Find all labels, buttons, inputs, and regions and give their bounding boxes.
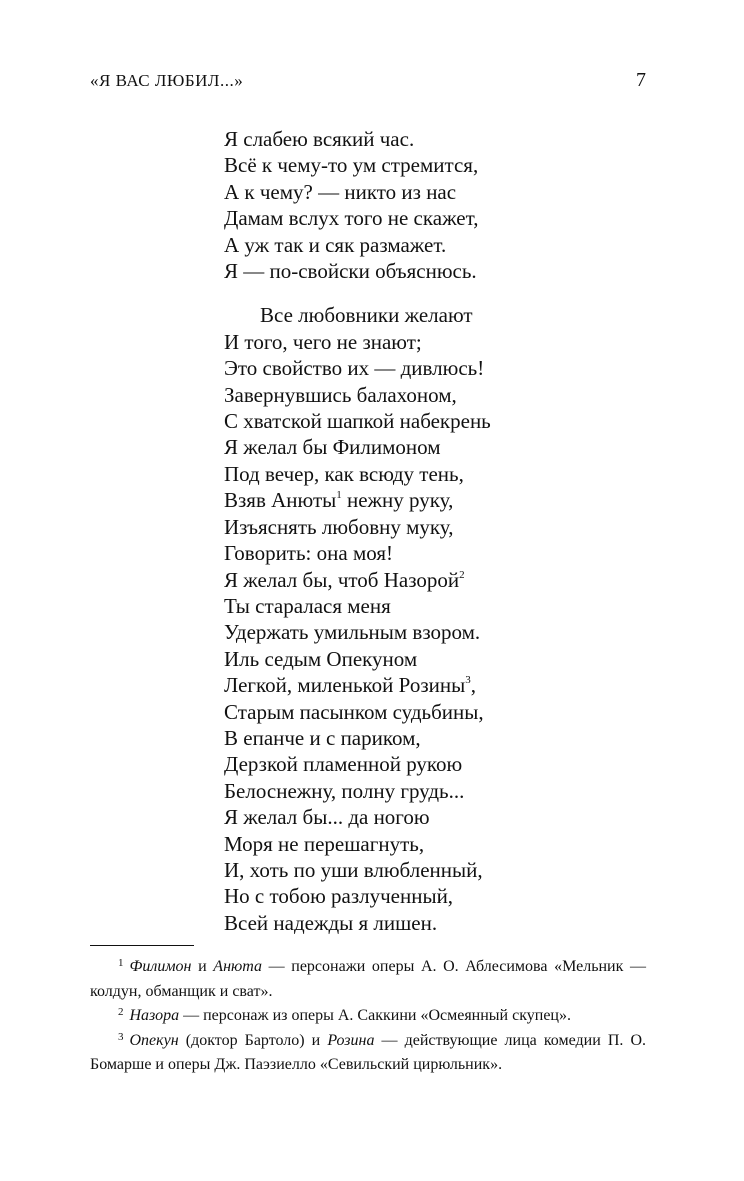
verse-text: , xyxy=(470,673,476,698)
verse-line: Дамам вслух того не скажет, xyxy=(224,206,479,231)
verse-line: Это свойство их — дивлюсь! xyxy=(224,356,485,381)
verse-line xyxy=(224,567,664,593)
footnote-ref-3: 3 xyxy=(465,674,471,687)
footnote-text: — персонажи оперы А. О. Аблесимова «Мельник — колдун, обманщик и сват». xyxy=(90,958,647,1000)
verse-line: Ты старалася меня xyxy=(224,593,391,618)
footnote-name: Опекун xyxy=(129,1031,179,1049)
verse-line xyxy=(224,672,664,698)
verse-line: А уж так и сяк размажет. xyxy=(224,232,447,257)
footnote-name: Назора xyxy=(129,1007,180,1024)
verse-line: Удержать умильным взором. xyxy=(224,620,481,645)
verse-line: И того, чего не знают; xyxy=(224,329,422,354)
verse-line: В епанче и с париком, xyxy=(224,725,421,750)
verse-line: Старым пасынком судьбины, xyxy=(224,699,484,724)
stanza-1 xyxy=(224,126,664,284)
verse-line: И, хоть по уши влюбленный, xyxy=(224,857,483,882)
footnote-2 xyxy=(90,1004,646,1029)
footnote-number: 3 xyxy=(118,1030,124,1043)
verse-line: Изъяснять любовну муку, xyxy=(224,514,454,539)
running-header: «Я ВАС ЛЮБИЛ...» xyxy=(90,71,244,90)
verse-line: Белоснежну, полну грудь... xyxy=(224,778,465,803)
verse-line: Дерзкой пламенной рукою xyxy=(224,752,463,777)
verse-line: Завернувшись балахоном, xyxy=(224,382,457,407)
footnote-text: (доктор Бартоло) и xyxy=(178,1031,328,1049)
footnotes xyxy=(90,955,646,1078)
verse-line: Всё к чему-то ум стремится, xyxy=(224,153,479,178)
verse-line: Я желал бы Филимоном xyxy=(224,435,441,460)
verse-line: С хватской шапкой набекрень xyxy=(224,409,491,434)
footnote-text: — действующие лица комедии П. О. Бомарше и оперы Дж. Паэзиелло «Севильский цирюльник». xyxy=(90,1031,646,1073)
verse-line: Я желал бы... да ногою xyxy=(224,805,430,830)
verse-line: Говорить: она моя! xyxy=(224,541,393,566)
footnote-ref-1: 1 xyxy=(336,489,342,502)
page-number: 7 xyxy=(636,69,646,91)
verse-line: А к чему? — никто из нас xyxy=(224,179,457,204)
footnote-name: Филимон xyxy=(129,958,192,975)
verse-line: Под вечер, как всюду тень, xyxy=(224,461,464,486)
footnote-number: 2 xyxy=(118,1006,124,1018)
footnote-text: — персонаж из оперы А. Саккини «Осмеянный скупец». xyxy=(179,1007,571,1024)
verse-line: Все любовники желают xyxy=(260,303,473,328)
verse-line: Иль седым Опекуном xyxy=(224,646,418,671)
footnote-name: Анюта xyxy=(213,958,263,975)
verse-text: Легкой, миленькой Розины xyxy=(224,673,466,698)
footnote-name: Розина xyxy=(327,1031,375,1049)
footnote-text: и xyxy=(191,958,214,975)
stanza-2 xyxy=(224,302,664,936)
verse-text: нежну руку, xyxy=(346,488,454,513)
verse-text: Взяв Анюты xyxy=(224,488,337,513)
verse-text: Я желал бы, чтоб Назорой xyxy=(224,567,460,592)
footnote-ref-2: 2 xyxy=(459,568,465,581)
poem xyxy=(224,126,664,936)
footnote-3 xyxy=(90,1029,646,1078)
footnote-number: 1 xyxy=(118,957,124,969)
footnote-1 xyxy=(90,955,646,1004)
verse-line: Моря не перешагнуть, xyxy=(224,831,425,856)
verse-line: Я — по-свойски объяснюсь. xyxy=(224,259,477,284)
verse-line: Всей надежды я лишен. xyxy=(224,910,438,935)
verse-line xyxy=(224,487,664,513)
verse-line: Но с тобою разлученный, xyxy=(224,884,454,909)
verse-line: Я слабею всякий час. xyxy=(224,127,415,151)
footnote-divider xyxy=(90,945,194,946)
